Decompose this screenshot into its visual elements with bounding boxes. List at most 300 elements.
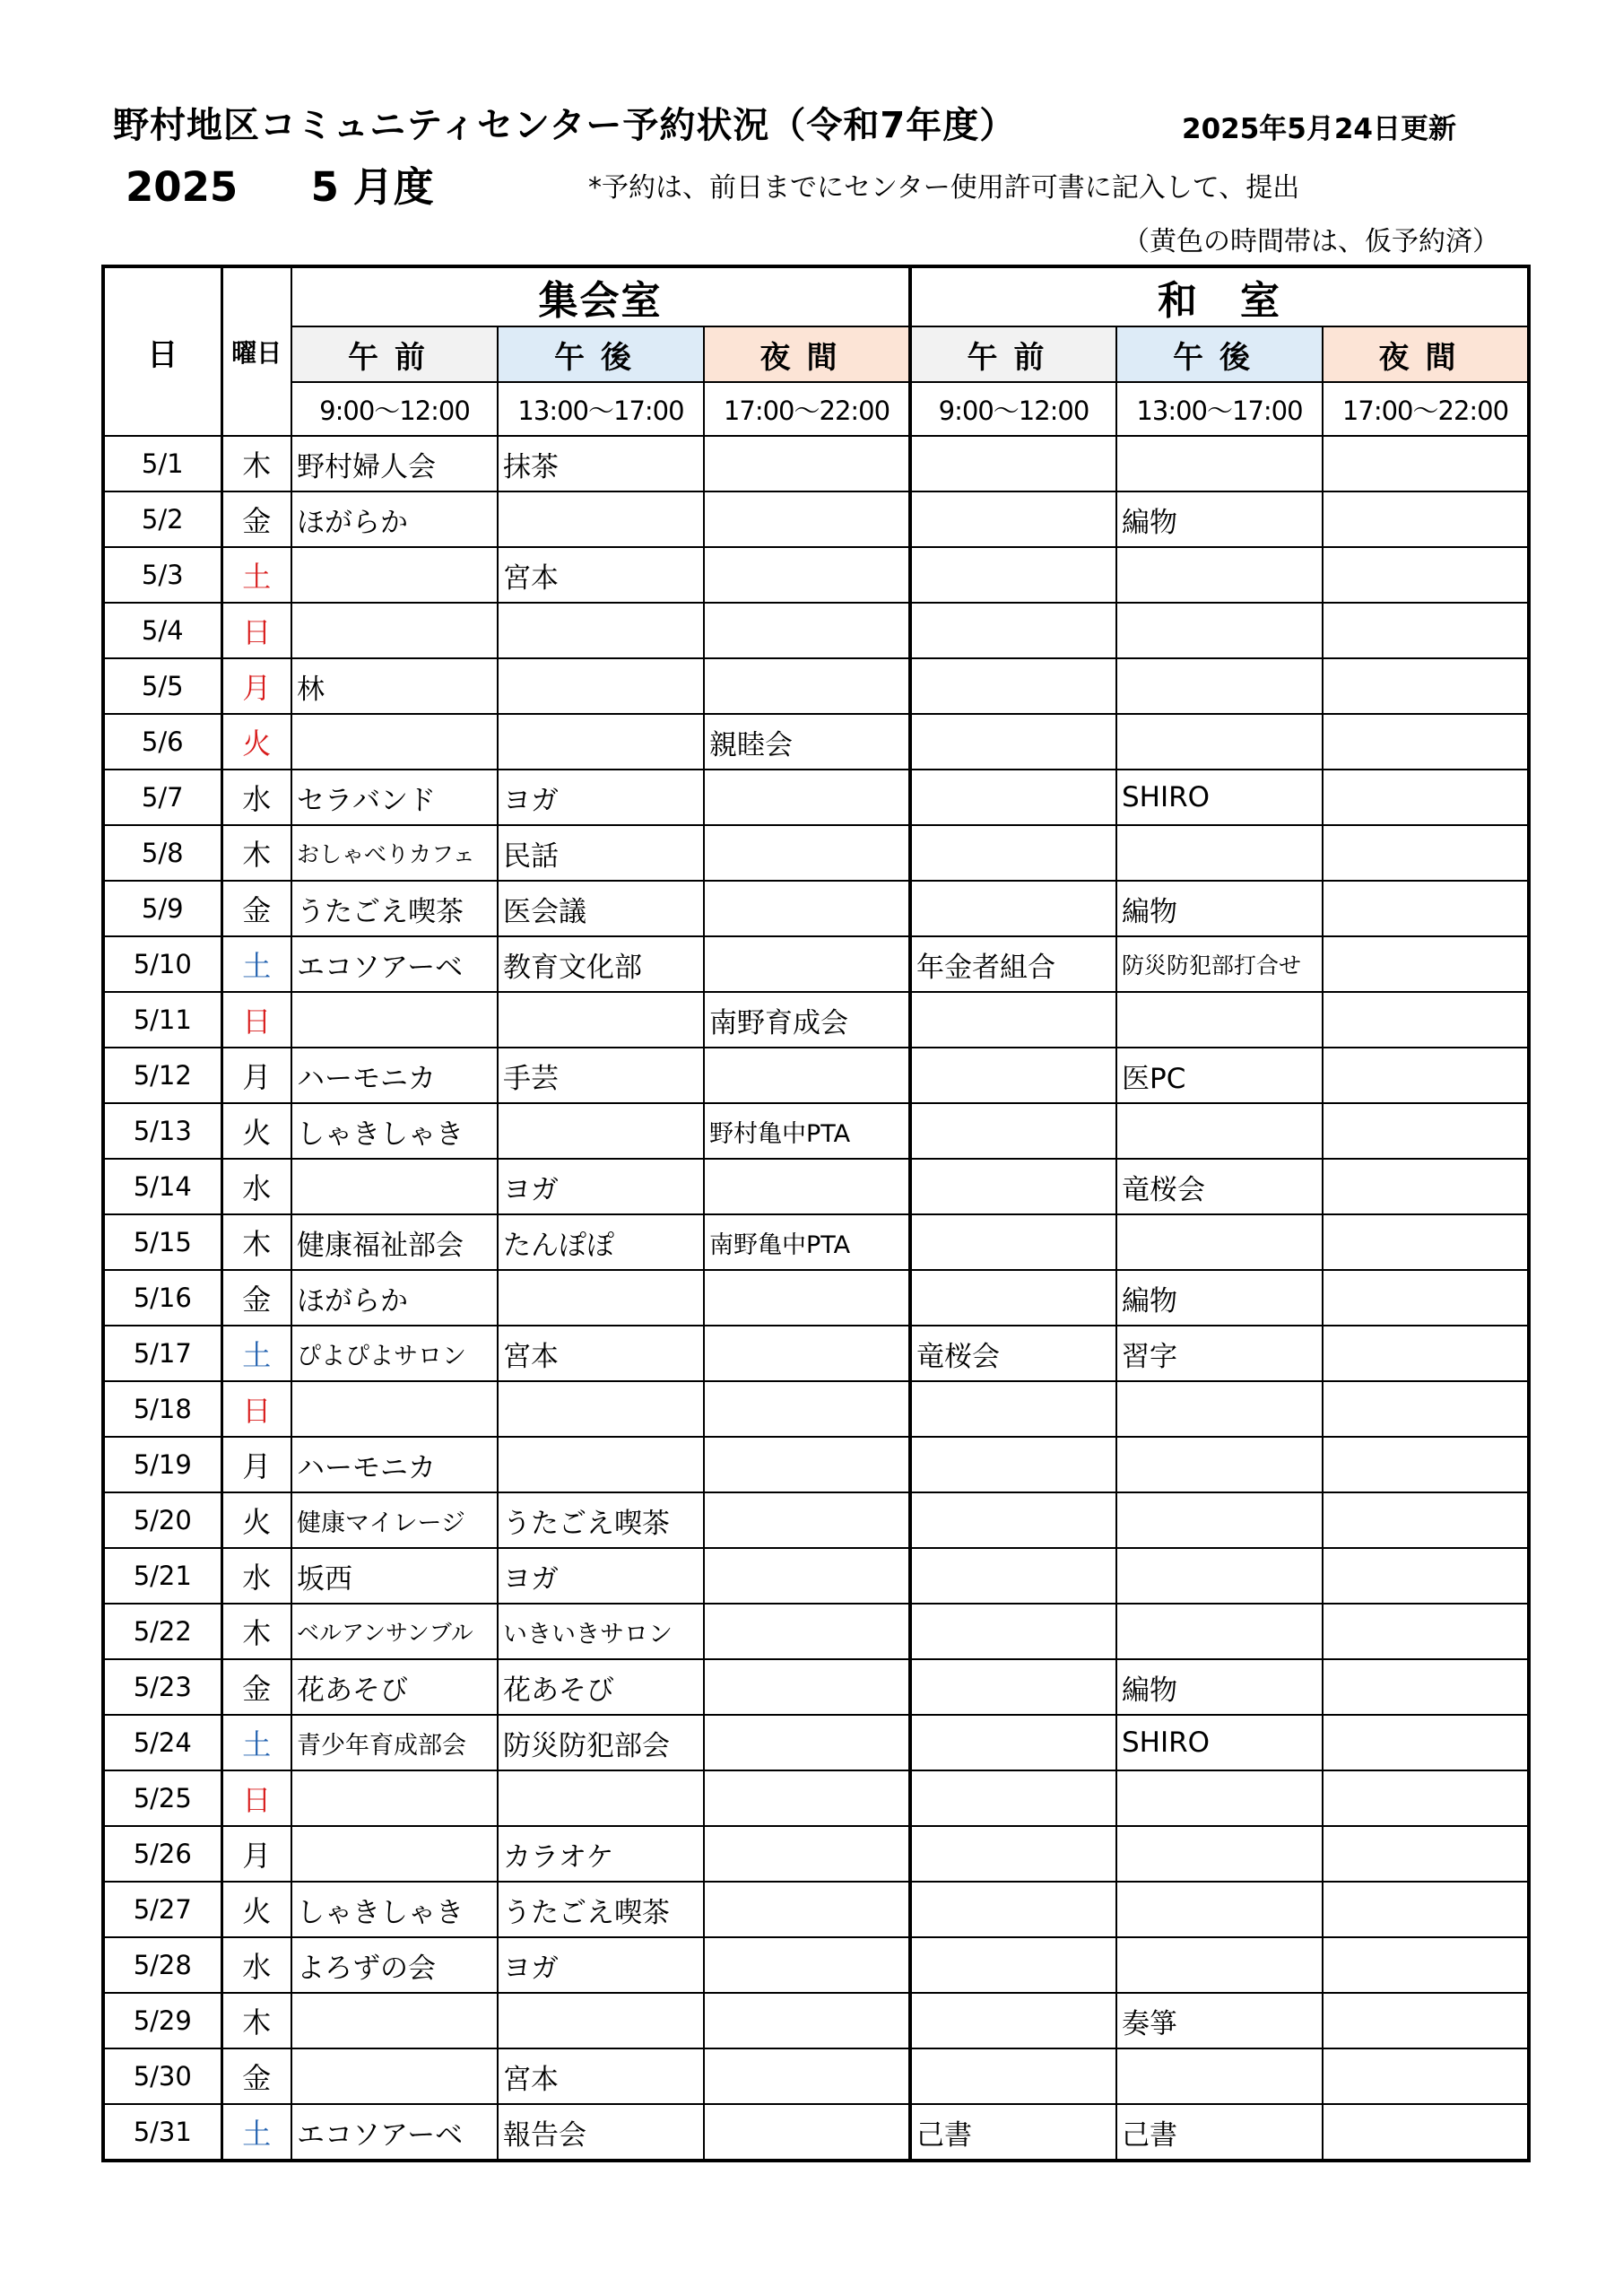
booking-cell	[498, 603, 704, 658]
booking-cell: 編物	[1116, 881, 1323, 936]
booking-cell	[1323, 1159, 1529, 1214]
table-row	[103, 1103, 1529, 1159]
booking-cell	[1323, 1492, 1529, 1548]
weekday-cell: 日	[221, 1381, 291, 1437]
booking-cell	[498, 1437, 704, 1492]
weekday-cell: 木	[221, 436, 291, 491]
column-header-day: 日	[103, 266, 221, 436]
table-row	[103, 881, 1529, 936]
booking-cell	[1323, 1993, 1529, 2048]
booking-cell	[1323, 547, 1529, 603]
date-cell: 5/17	[103, 1326, 221, 1381]
booking-cell	[910, 1381, 1116, 1437]
booking-cell	[291, 1993, 498, 2048]
booking-cell	[910, 491, 1116, 547]
date-cell: 5/18	[103, 1381, 221, 1437]
booking-cell	[291, 714, 498, 770]
provisional-note: （黄色の時間帯は、仮予約済）	[1123, 226, 1499, 257]
booking-cell: 林	[291, 658, 498, 714]
booking-cell: セラバンド	[291, 770, 498, 825]
date-cell: 5/31	[103, 2104, 221, 2161]
booking-cell: 己書	[910, 2104, 1116, 2161]
table-row	[103, 1381, 1529, 1437]
weekday-cell: 火	[221, 1882, 291, 1937]
room-header-japanese-room: 和 室	[910, 266, 1529, 326]
booking-cell: 南野亀中PTA	[704, 1214, 910, 1270]
booking-cell	[910, 1548, 1116, 1604]
date-cell: 5/23	[103, 1659, 221, 1715]
weekday-cell: 火	[221, 1103, 291, 1159]
booking-cell: ほがらか	[291, 491, 498, 547]
booking-cell: ヨガ	[498, 770, 704, 825]
reservation-note: *予約は、前日までにセンター使用許可書に記入して、提出	[588, 172, 1300, 204]
booking-cell	[704, 1492, 910, 1548]
booking-cell	[291, 1826, 498, 1882]
booking-cell: ヨガ	[498, 1937, 704, 1993]
date-cell: 5/27	[103, 1882, 221, 1937]
weekday-cell: 火	[221, 1492, 291, 1548]
time-range-night: 17:00～22:00	[1323, 382, 1529, 436]
booking-cell: 花あそび	[291, 1659, 498, 1715]
booking-cell: 医PC	[1116, 1048, 1323, 1103]
slot-header-night: 夜間	[1323, 326, 1529, 382]
booking-cell	[1323, 770, 1529, 825]
booking-cell	[498, 1381, 704, 1437]
booking-cell: 野村婦人会	[291, 436, 498, 491]
table-row	[103, 714, 1529, 770]
booking-cell	[498, 1103, 704, 1159]
table-row	[103, 2048, 1529, 2104]
booking-cell	[291, 1381, 498, 1437]
booking-cell	[704, 2048, 910, 2104]
weekday-cell: 日	[221, 992, 291, 1048]
date-cell: 5/16	[103, 1270, 221, 1326]
weekday-cell: 金	[221, 881, 291, 936]
weekday-cell: 火	[221, 714, 291, 770]
booking-cell: 南野育成会	[704, 992, 910, 1048]
table-row	[103, 1604, 1529, 1659]
booking-cell	[704, 936, 910, 992]
slot-header-afternoon: 午後	[498, 326, 704, 382]
booking-cell: ぴよぴよサロン	[291, 1326, 498, 1381]
booking-cell: 花あそび	[498, 1659, 704, 1715]
month-label: 5 月度	[310, 163, 434, 211]
booking-cell	[1116, 1381, 1323, 1437]
booking-cell: たんぽぽ	[498, 1214, 704, 1270]
weekday-cell: 月	[221, 1437, 291, 1492]
booking-cell	[910, 1882, 1116, 1937]
booking-cell: ヨガ	[498, 1548, 704, 1604]
date-cell: 5/26	[103, 1826, 221, 1882]
booking-cell	[1323, 1437, 1529, 1492]
booking-cell	[498, 1993, 704, 2048]
table-row	[103, 1548, 1529, 1604]
booking-cell	[1323, 1326, 1529, 1381]
booking-cell	[1116, 1103, 1323, 1159]
booking-cell	[1323, 1048, 1529, 1103]
booking-cell: よろずの会	[291, 1937, 498, 1993]
booking-cell	[1323, 2048, 1529, 2104]
booking-cell	[1116, 1214, 1323, 1270]
date-cell: 5/4	[103, 603, 221, 658]
room-header-meeting-room: 集会室	[291, 266, 910, 326]
table-row	[103, 547, 1529, 603]
weekday-cell: 土	[221, 1326, 291, 1381]
booking-cell	[1116, 825, 1323, 881]
booking-cell	[1323, 1659, 1529, 1715]
booking-cell: 編物	[1116, 1659, 1323, 1715]
booking-cell	[910, 1270, 1116, 1326]
booking-cell	[910, 1048, 1116, 1103]
weekday-cell: 月	[221, 658, 291, 714]
booking-cell: ほがらか	[291, 1270, 498, 1326]
booking-cell	[910, 1437, 1116, 1492]
booking-cell: 手芸	[498, 1048, 704, 1103]
table-row	[103, 1770, 1529, 1826]
booking-cell	[910, 436, 1116, 491]
booking-cell: 健康福祉部会	[291, 1214, 498, 1270]
weekday-cell: 日	[221, 1770, 291, 1826]
booking-cell	[704, 1270, 910, 1326]
date-cell: 5/10	[103, 936, 221, 992]
booking-cell	[704, 770, 910, 825]
booking-cell: ハーモニカ	[291, 1437, 498, 1492]
booking-cell	[910, 1826, 1116, 1882]
booking-cell	[1116, 603, 1323, 658]
booking-cell: ハーモニカ	[291, 1048, 498, 1103]
time-range-night: 17:00～22:00	[704, 382, 910, 436]
booking-cell	[291, 1159, 498, 1214]
weekday-cell: 水	[221, 1548, 291, 1604]
booking-cell	[1116, 714, 1323, 770]
table-row	[103, 1659, 1529, 1715]
table-row	[103, 825, 1529, 881]
booking-cell	[910, 1937, 1116, 1993]
weekday-cell: 金	[221, 2048, 291, 2104]
booking-cell	[498, 658, 704, 714]
booking-cell: 野村亀中PTA	[704, 1103, 910, 1159]
booking-cell	[1323, 1715, 1529, 1770]
booking-cell: エコソアーベ	[291, 2104, 498, 2161]
booking-cell	[1116, 1826, 1323, 1882]
date-cell: 5/30	[103, 2048, 221, 2104]
booking-cell	[910, 770, 1116, 825]
booking-cell: うたごえ喫茶	[498, 1492, 704, 1548]
date-cell: 5/29	[103, 1993, 221, 2048]
booking-cell	[704, 1326, 910, 1381]
booking-cell	[910, 658, 1116, 714]
booking-cell	[1116, 1437, 1323, 1492]
date-cell: 5/19	[103, 1437, 221, 1492]
booking-cell	[910, 714, 1116, 770]
booking-cell	[498, 491, 704, 547]
booking-cell: 抹茶	[498, 436, 704, 491]
booking-cell	[910, 1770, 1116, 1826]
date-cell: 5/14	[103, 1159, 221, 1214]
date-cell: 5/13	[103, 1103, 221, 1159]
weekday-cell: 土	[221, 936, 291, 992]
table-row	[103, 1492, 1529, 1548]
booking-cell	[1116, 2048, 1323, 2104]
date-cell: 5/6	[103, 714, 221, 770]
table-row	[103, 2104, 1529, 2161]
booking-cell	[1116, 658, 1323, 714]
booking-cell: うたごえ喫茶	[291, 881, 498, 936]
booking-cell	[704, 1381, 910, 1437]
table-row	[103, 1270, 1529, 1326]
date-cell: 5/25	[103, 1770, 221, 1826]
time-range-morning: 9:00～12:00	[910, 382, 1116, 436]
booking-cell	[704, 603, 910, 658]
weekday-cell: 木	[221, 1214, 291, 1270]
booking-cell	[1116, 1770, 1323, 1826]
booking-cell: ベルアンサンブル	[291, 1604, 498, 1659]
date-cell: 5/20	[103, 1492, 221, 1548]
booking-cell	[1323, 658, 1529, 714]
booking-cell: 青少年育成部会	[291, 1715, 498, 1770]
booking-cell	[704, 1659, 910, 1715]
booking-cell	[1116, 1937, 1323, 1993]
table-row	[103, 1214, 1529, 1270]
booking-cell: うたごえ喫茶	[498, 1882, 704, 1937]
booking-cell	[910, 1492, 1116, 1548]
booking-cell	[1323, 1882, 1529, 1937]
booking-cell: しゃきしゃき	[291, 1882, 498, 1937]
booking-cell: おしゃべりカフェ	[291, 825, 498, 881]
weekday-cell: 金	[221, 1270, 291, 1326]
table-row	[103, 1826, 1529, 1882]
weekday-cell: 金	[221, 491, 291, 547]
booking-cell: SHIRO	[1116, 770, 1323, 825]
booking-cell	[704, 1770, 910, 1826]
weekday-cell: 土	[221, 547, 291, 603]
booking-cell: 年金者組合	[910, 936, 1116, 992]
booking-cell: 編物	[1116, 491, 1323, 547]
booking-cell	[498, 1770, 704, 1826]
booking-cell	[704, 825, 910, 881]
booking-cell	[1116, 1604, 1323, 1659]
booking-cell	[910, 825, 1116, 881]
booking-cell	[1323, 992, 1529, 1048]
booking-cell	[1323, 1103, 1529, 1159]
booking-cell	[1323, 1937, 1529, 1993]
booking-cell	[704, 547, 910, 603]
booking-cell	[910, 1659, 1116, 1715]
weekday-cell: 水	[221, 1937, 291, 1993]
booking-cell	[1116, 547, 1323, 603]
booking-cell: 竜桜会	[910, 1326, 1116, 1381]
table-row	[103, 603, 1529, 658]
booking-cell: 親睦会	[704, 714, 910, 770]
date-cell: 5/7	[103, 770, 221, 825]
slot-header-morning: 午前	[910, 326, 1116, 382]
column-header-weekday: 曜日	[221, 266, 291, 436]
date-cell: 5/15	[103, 1214, 221, 1270]
booking-cell	[498, 992, 704, 1048]
booking-cell: エコソアーベ	[291, 936, 498, 992]
booking-cell	[704, 491, 910, 547]
period-label	[126, 154, 434, 213]
booking-cell	[704, 1437, 910, 1492]
booking-cell: ヨガ	[498, 1159, 704, 1214]
booking-cell	[910, 1214, 1116, 1270]
booking-cell: 習字	[1116, 1326, 1323, 1381]
booking-cell: 奏箏	[1116, 1993, 1323, 2048]
booking-cell	[1323, 491, 1529, 547]
booking-cell	[291, 992, 498, 1048]
booking-cell	[498, 714, 704, 770]
booking-cell: しゃきしゃき	[291, 1103, 498, 1159]
booking-cell	[910, 1159, 1116, 1214]
booking-cell	[910, 1604, 1116, 1659]
booking-cell	[1323, 2104, 1529, 2161]
booking-cell	[910, 1993, 1116, 2048]
weekday-cell: 土	[221, 1715, 291, 1770]
booking-cell	[1116, 992, 1323, 1048]
date-cell: 5/21	[103, 1548, 221, 1604]
weekday-cell: 月	[221, 1048, 291, 1103]
slot-header-afternoon: 午後	[1116, 326, 1323, 382]
booking-cell	[291, 1770, 498, 1826]
booking-cell	[704, 658, 910, 714]
date-cell: 5/9	[103, 881, 221, 936]
booking-cell: 坂西	[291, 1548, 498, 1604]
weekday-cell: 水	[221, 770, 291, 825]
booking-cell	[1323, 714, 1529, 770]
booking-cell: 民話	[498, 825, 704, 881]
booking-cell	[1323, 881, 1529, 936]
booking-cell	[1323, 1604, 1529, 1659]
booking-cell	[910, 603, 1116, 658]
booking-cell	[704, 1882, 910, 1937]
booking-cell	[1323, 1826, 1529, 1882]
booking-cell	[1116, 1492, 1323, 1548]
booking-cell	[704, 1604, 910, 1659]
weekday-cell: 水	[221, 1159, 291, 1214]
booking-cell	[291, 547, 498, 603]
date-cell: 5/1	[103, 436, 221, 491]
year-label: 2025	[126, 163, 239, 211]
weekday-cell: 木	[221, 825, 291, 881]
booking-cell	[704, 2104, 910, 2161]
booking-cell	[1323, 936, 1529, 992]
date-cell: 5/5	[103, 658, 221, 714]
weekday-cell: 木	[221, 1993, 291, 2048]
table-row	[103, 1993, 1529, 2048]
reservation-table	[101, 265, 1531, 2162]
date-cell: 5/8	[103, 825, 221, 881]
date-cell: 5/24	[103, 1715, 221, 1770]
booking-cell	[704, 1715, 910, 1770]
table-row	[103, 992, 1529, 1048]
booking-cell	[704, 1548, 910, 1604]
date-cell: 5/12	[103, 1048, 221, 1103]
booking-cell	[910, 1103, 1116, 1159]
weekday-cell: 土	[221, 2104, 291, 2161]
weekday-cell: 日	[221, 603, 291, 658]
booking-cell	[704, 1048, 910, 1103]
booking-cell: 健康マイレージ	[291, 1492, 498, 1548]
booking-cell: 防災防犯部会	[498, 1715, 704, 1770]
table-row	[103, 1937, 1529, 1993]
booking-cell	[704, 881, 910, 936]
booking-cell	[1323, 1548, 1529, 1604]
booking-cell	[1323, 436, 1529, 491]
table-row	[103, 1048, 1529, 1103]
booking-cell	[704, 1159, 910, 1214]
booking-cell: カラオケ	[498, 1826, 704, 1882]
booking-cell	[910, 2048, 1116, 2104]
table-row	[103, 936, 1529, 992]
table-row	[103, 1159, 1529, 1214]
booking-cell	[704, 1826, 910, 1882]
booking-cell	[1323, 1214, 1529, 1270]
table-row	[103, 491, 1529, 547]
weekday-cell: 月	[221, 1826, 291, 1882]
booking-cell: 防災防犯部打合せ	[1116, 936, 1323, 992]
slot-header-morning: 午前	[291, 326, 498, 382]
slot-header-night: 夜間	[704, 326, 910, 382]
table-row	[103, 1326, 1529, 1381]
booking-cell	[910, 1715, 1116, 1770]
time-range-afternoon: 13:00～17:00	[498, 382, 704, 436]
page-title: 野村地区コミュニティセンター予約状況（令和7年度）	[113, 105, 1017, 146]
table-row	[103, 436, 1529, 491]
date-cell: 5/22	[103, 1604, 221, 1659]
booking-cell	[704, 1937, 910, 1993]
booking-cell	[704, 1993, 910, 2048]
weekday-cell: 木	[221, 1604, 291, 1659]
booking-cell: 宮本	[498, 547, 704, 603]
table-row	[103, 770, 1529, 825]
date-cell: 5/2	[103, 491, 221, 547]
table-row	[103, 658, 1529, 714]
table-row	[103, 1437, 1529, 1492]
booking-cell: いきいきサロン	[498, 1604, 704, 1659]
booking-cell: 宮本	[498, 1326, 704, 1381]
booking-cell	[910, 992, 1116, 1048]
booking-cell	[1116, 436, 1323, 491]
booking-cell: 教育文化部	[498, 936, 704, 992]
updated-date: 2025年5月24日更新	[1182, 113, 1456, 145]
table-row	[103, 1715, 1529, 1770]
booking-cell: 己書	[1116, 2104, 1323, 2161]
booking-cell	[1323, 1270, 1529, 1326]
booking-cell: 医会議	[498, 881, 704, 936]
booking-cell	[291, 2048, 498, 2104]
booking-cell: 編物	[1116, 1270, 1323, 1326]
time-range-morning: 9:00～12:00	[291, 382, 498, 436]
booking-cell	[910, 881, 1116, 936]
booking-cell: 宮本	[498, 2048, 704, 2104]
booking-cell: SHIRO	[1116, 1715, 1323, 1770]
booking-cell	[1323, 1381, 1529, 1437]
date-cell: 5/28	[103, 1937, 221, 1993]
booking-cell	[1323, 603, 1529, 658]
booking-cell	[1116, 1548, 1323, 1604]
date-cell: 5/11	[103, 992, 221, 1048]
booking-cell	[1116, 1882, 1323, 1937]
weekday-cell: 金	[221, 1659, 291, 1715]
booking-cell: 竜桜会	[1116, 1159, 1323, 1214]
booking-cell	[291, 603, 498, 658]
booking-cell	[1323, 825, 1529, 881]
booking-cell	[498, 1270, 704, 1326]
booking-cell: 報告会	[498, 2104, 704, 2161]
date-cell: 5/3	[103, 547, 221, 603]
table-row	[103, 1882, 1529, 1937]
booking-cell	[1323, 1770, 1529, 1826]
